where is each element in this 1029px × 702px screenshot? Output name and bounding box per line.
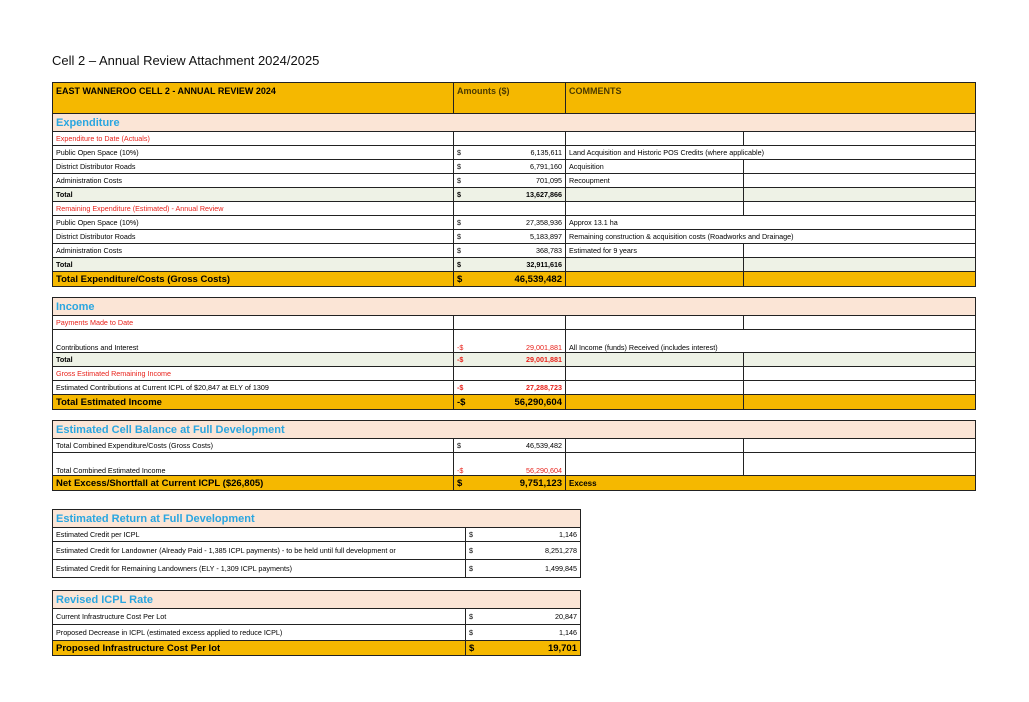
amount-value: 46,539,482 <box>526 441 562 450</box>
amount-value: 56,290,604 <box>526 466 562 475</box>
currency-sign: $ <box>457 441 461 450</box>
table-row <box>53 330 976 353</box>
row-label: Estimated Credit per ICPL <box>53 528 466 542</box>
currency-sign: $ <box>457 477 463 489</box>
row-label: Administration Costs <box>53 174 454 188</box>
row-comment: Remaining construction & acquisition costs (Roadworks and Drainage) <box>566 230 976 244</box>
total-label: Total <box>53 258 454 272</box>
remaining-label: Remaining Expenditure (Estimated) - Annual Review <box>53 202 454 216</box>
annual-review-table <box>52 82 976 491</box>
amount-value: 6,135,611 <box>530 148 562 157</box>
row-comment: Acquisition <box>566 160 744 174</box>
currency-sign: -$ <box>457 343 464 352</box>
section-income <box>53 298 976 316</box>
amount-value: 8,251,278 <box>545 546 577 555</box>
amount-value: 368,783 <box>536 246 562 255</box>
total-row <box>53 258 976 272</box>
row-comment: Recoupment <box>566 174 744 188</box>
amount-value: 1,146 <box>559 530 577 539</box>
currency-sign: -$ <box>457 355 464 364</box>
return-table <box>52 509 581 656</box>
payments-label: Payments Made to Date <box>53 316 454 330</box>
row-label: Current Infrastructure Cost Per Lot <box>53 609 466 625</box>
total-row <box>53 353 976 367</box>
subsection-row <box>53 367 976 381</box>
row-comment: Estimated for 9 years <box>566 244 744 258</box>
expenditure-heading: Expenditure <box>53 114 976 132</box>
return-heading: Estimated Return at Full Development <box>53 510 581 528</box>
currency-sign: -$ <box>457 396 466 408</box>
table-row <box>53 439 976 453</box>
currency-sign: $ <box>469 546 473 555</box>
row-comment: Land Acquisition and Historic POS Credits (where applicable) <box>566 146 976 160</box>
total-row <box>53 188 976 202</box>
row-label: Estimated Contributions at Current ICPL of $20,847 at ELY of 1309 <box>53 381 454 395</box>
row-label: District Distributor Roads <box>53 160 454 174</box>
table-header-row <box>53 83 976 114</box>
grand-total-label: Total Estimated Income <box>53 395 454 410</box>
section-return <box>53 510 581 528</box>
section-expenditure <box>53 114 976 132</box>
grand-total-label: Net Excess/Shortfall at Current ICPL ($26,805) <box>53 476 454 491</box>
amount-value: 56,290,604 <box>514 396 562 408</box>
amount-value: 1,499,845 <box>545 564 577 573</box>
table-row <box>53 174 976 188</box>
currency-sign: $ <box>457 273 463 285</box>
table-row <box>53 625 581 641</box>
row-comment: Excess <box>566 476 976 491</box>
currency-sign: $ <box>469 642 475 654</box>
row-label: Contributions and Interest <box>53 330 454 353</box>
currency-sign: -$ <box>457 466 464 475</box>
table-row <box>53 528 581 542</box>
amount-value: 6,791,160 <box>530 162 562 171</box>
actuals-label: Expenditure to Date (Actuals) <box>53 132 454 146</box>
table-row <box>53 216 976 230</box>
currency-sign: $ <box>469 628 473 637</box>
currency-sign: $ <box>469 530 473 539</box>
grand-total-label: Total Expenditure/Costs (Gross Costs) <box>53 272 454 287</box>
table-row <box>53 381 976 395</box>
amount-value: 32,911,616 <box>526 260 562 269</box>
amount-value: 29,001,881 <box>526 343 562 352</box>
row-label: Public Open Space (10%) <box>53 216 454 230</box>
row-label: Estimated Credit for Remaining Landowners (ELY - 1,309 ICPL payments) <box>53 560 466 578</box>
total-label: Total <box>53 353 454 367</box>
page-title: Cell 2 – Annual Review Attachment 2024/2025 <box>52 53 320 68</box>
amount-value: 27,288,723 <box>526 383 562 392</box>
income-heading: Income <box>53 298 976 316</box>
row-label: Proposed Decrease in ICPL (estimated excess applied to reduce ICPL) <box>53 625 466 641</box>
amount-value: 27,358,936 <box>526 218 562 227</box>
currency-sign: $ <box>457 190 461 199</box>
table-row <box>53 244 976 258</box>
subsection-row <box>53 202 976 216</box>
row-label: Total Combined Expenditure/Costs (Gross Costs) <box>53 439 454 453</box>
amount-value: 46,539,482 <box>514 273 562 285</box>
currency-sign: $ <box>457 260 461 269</box>
currency-sign: $ <box>469 612 473 621</box>
header-title: EAST WANNEROO CELL 2 - ANNUAL REVIEW 2024 <box>53 83 454 114</box>
amount-value: 1,146 <box>559 628 577 637</box>
gross-label: Gross Estimated Remaining Income <box>53 367 454 381</box>
amount-value: 13,627,866 <box>526 190 562 199</box>
row-comment: All Income (funds) Received (includes interest) <box>566 330 976 353</box>
table-row <box>53 146 976 160</box>
table-row <box>53 609 581 625</box>
row-label: Administration Costs <box>53 244 454 258</box>
amount-value: 701,095 <box>536 176 562 185</box>
table-row <box>53 160 976 174</box>
table-row <box>53 453 976 476</box>
currency-sign: -$ <box>457 383 464 392</box>
currency-sign: $ <box>457 148 461 157</box>
currency-sign: $ <box>457 218 461 227</box>
amount-value: 20,847 <box>555 612 577 621</box>
amount-value: 19,701 <box>547 642 577 654</box>
grand-total-row <box>53 272 976 287</box>
header-comments: COMMENTS <box>566 83 976 114</box>
amount-value: 5,183,897 <box>530 232 562 241</box>
row-label: Estimated Credit for Landowner (Already Paid - 1,385 ICPL payments) - to be held until full development or <box>53 542 466 560</box>
grand-total-row <box>53 476 976 491</box>
row-label: District Distributor Roads <box>53 230 454 244</box>
table-row <box>53 230 976 244</box>
balance-heading: Estimated Cell Balance at Full Development <box>53 421 976 439</box>
grand-total-row <box>53 641 581 656</box>
row-comment: Approx 13.1 ha <box>566 216 976 230</box>
subsection-row <box>53 316 976 330</box>
table-row <box>53 542 581 560</box>
subsection-row <box>53 132 976 146</box>
header-amounts: Amounts ($) <box>454 83 566 114</box>
total-label: Total <box>53 188 454 202</box>
currency-sign: $ <box>469 564 473 573</box>
currency-sign: $ <box>457 246 461 255</box>
grand-total-row <box>53 395 976 410</box>
currency-sign: $ <box>457 162 461 171</box>
section-balance <box>53 421 976 439</box>
row-label: Total Combined Estimated Income <box>53 453 454 476</box>
amount-value: 9,751,123 <box>519 477 562 489</box>
row-label: Public Open Space (10%) <box>53 146 454 160</box>
amount-value: 29,001,881 <box>526 355 562 364</box>
section-icpl <box>53 591 581 609</box>
currency-sign: $ <box>457 176 461 185</box>
grand-total-label: Proposed Infrastructure Cost Per lot <box>53 641 466 656</box>
currency-sign: $ <box>457 232 461 241</box>
icpl-heading: Revised ICPL Rate <box>53 591 581 609</box>
table-row <box>53 560 581 578</box>
